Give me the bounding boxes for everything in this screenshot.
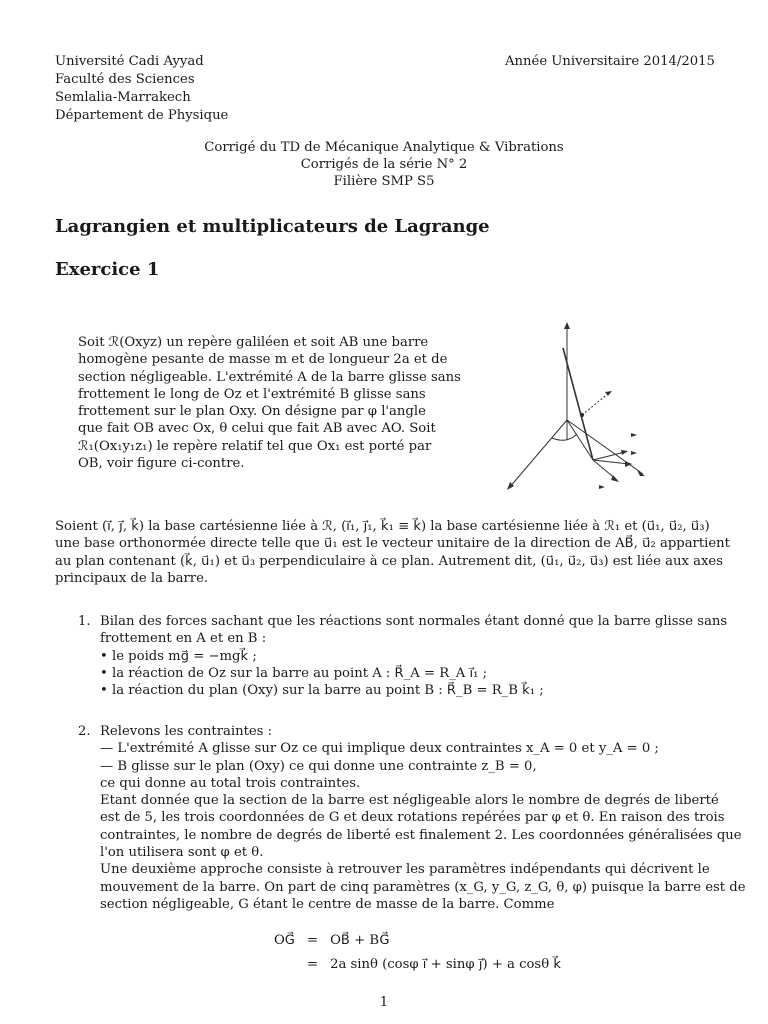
eq-lhs: [268, 953, 301, 977]
basis-paragraph: [55, 518, 730, 587]
intro-line: frottement le long de Oz et l'extrémité B glisse sans: [78, 386, 426, 402]
item-number: 2.: [78, 724, 91, 739]
academic-year: Année Universitaire 2014/2015: [505, 54, 715, 69]
basis-line: au plan contenant (k⃗, u⃗₁) et u⃗₃ perpendiculaire à ce plan. Autrement dit, (u⃗₁, u⃗₂, u⃗₃) est liée aux axes: [55, 553, 723, 569]
list-item-forces: [78, 613, 728, 713]
campus-name: Semlalia-Marrakech: [55, 90, 191, 105]
list-item-constraints: [78, 723, 746, 923]
item-line: Relevons les contraintes :: [100, 724, 273, 739]
faculty-name: Faculté des Sciences: [55, 72, 195, 87]
page-number: 1: [379, 995, 389, 1010]
intro-line: ℛ₁(Ox₁y₁z₁) le repère relatif tel que Ox₁ est porté par: [78, 438, 432, 454]
intro-line: que fait OB avec Ox, θ celui que fait AB avec AO. Soit: [78, 421, 436, 437]
item-line: • la réaction du plan (Oxy) sur la barre au point B : R⃗_B = R_B k⃗₁ ;: [100, 683, 544, 699]
intro-line: homogène pesante de masse m et de longueur 2a et de: [78, 352, 448, 368]
item-line: frottement en A et en B :: [100, 631, 267, 647]
item-line: section négligeable, G étant le centre de masse de la barre. Comme: [100, 896, 555, 912]
basis-line: Soient (i⃗, j⃗, k⃗) la base cartésienne liée à ℛ, (i⃗₁, j⃗₁, k⃗₁ ≡ k⃗) la base cartésienne liée à ℛ₁ et (u⃗₁, u⃗₂, u⃗₃): [55, 519, 710, 534]
course-title: Corrigé du TD de Mécanique Analytique & Vibrations: [204, 140, 564, 155]
z-arrowhead: [564, 322, 570, 329]
item-line: l'on utilisera sont φ et θ.: [100, 845, 264, 861]
ob-line: [567, 420, 593, 460]
label-arrow-2: [599, 485, 605, 489]
department-name: Département de Physique: [55, 108, 229, 123]
intro-line: frottement sur le plan Oxy. On désigne par φ l'angle: [78, 404, 426, 420]
item-line: Une deuxième approche consiste à retrouver les paramètres indépendants qui décrivent le: [100, 862, 710, 878]
intro-line: section négligeable. L'extrémité A de la barre glisse sans: [78, 369, 461, 385]
og-equation: [268, 929, 567, 977]
eq-rhs: OB⃗ + BG⃗: [330, 933, 390, 948]
intro-line: Soit ℛ(Oxyz) un repère galiléen et soit AB une barre: [78, 335, 429, 350]
item-body: [100, 723, 746, 913]
label-arrow-1: [631, 451, 637, 455]
point-g: [580, 413, 584, 417]
series-title: Corrigés de la série N° 2: [300, 157, 468, 172]
item-line: contraintes, le nombre de degrés de liberté est finalement 2. Les coordonnées généralisées que: [100, 827, 742, 843]
item-line: • le poids mg⃗ = −mgk⃗ ;: [100, 648, 257, 664]
y-axis: [567, 420, 643, 474]
item-number: 1.: [78, 614, 91, 629]
exercise-heading: Exercice 1: [55, 259, 160, 280]
item-line: mouvement de la barre. On part de cinq paramètres (x_G, y_G, z_G, θ, φ) puisque la barre est de: [100, 879, 746, 895]
phi-arc: [552, 434, 577, 440]
institution-header: [55, 53, 228, 125]
u1-vector: [593, 452, 625, 460]
u1-arrowhead: [621, 450, 628, 455]
basis-line: une base orthonormée directe telle que u⃗₁ est le vecteur unitaire de la direction de AB⃗, u⃗₂ appartient: [55, 536, 730, 552]
basis-line: principaux de la barre.: [55, 570, 209, 586]
university-name: Université Cadi Ayyad: [55, 54, 204, 69]
intro-line: OB, voir figure ci-contre.: [78, 456, 245, 472]
x-axis: [509, 420, 567, 488]
title-block: [0, 139, 768, 190]
eq-sign: =: [307, 957, 319, 972]
item-line: • la réaction de Oz sur la barre au point A : R⃗_A = R_A i⃗₁ ;: [100, 665, 488, 681]
item-line: est de 5, les trois coordonnées de G et deux rotations repérées par φ et θ. En raison des trois: [100, 810, 725, 826]
u2-dashed: [582, 393, 609, 415]
section-heading: Lagrangien et multiplicateurs de Lagrange: [55, 216, 490, 237]
ux-arrowhead: [625, 461, 632, 467]
intro-paragraph: [78, 334, 461, 472]
label-arrow-3: [631, 433, 637, 437]
item-line: ce qui donne au total trois contraintes.: [100, 775, 361, 791]
program-title: Filière SMP S5: [333, 174, 435, 189]
item-line: — B glisse sur le plan (Oxy) ce qui donne une contrainte z_B = 0,: [100, 758, 537, 774]
eq-lhs: OG⃗: [274, 933, 296, 948]
eq-sign: =: [307, 933, 319, 948]
item-body: [100, 613, 728, 699]
eq-rhs: 2a sinθ (cosφ i⃗ + sinφ j⃗) + a cosθ k⃗: [330, 957, 561, 972]
item-line: Bilan des forces sachant que les réactions sont normales étant donné que la barre glisse sans: [100, 614, 728, 629]
item-line: Etant donnée que la section de la barre est négligeable alors le nombre de degrés de liberté: [100, 793, 719, 809]
dashed-arrowhead: [605, 391, 612, 396]
bar-figure: [497, 320, 647, 495]
item-line: — L'extrémité A glisse sur Oz ce qui implique deux contraintes x_A = 0 et y_A = 0 ;: [100, 741, 659, 757]
